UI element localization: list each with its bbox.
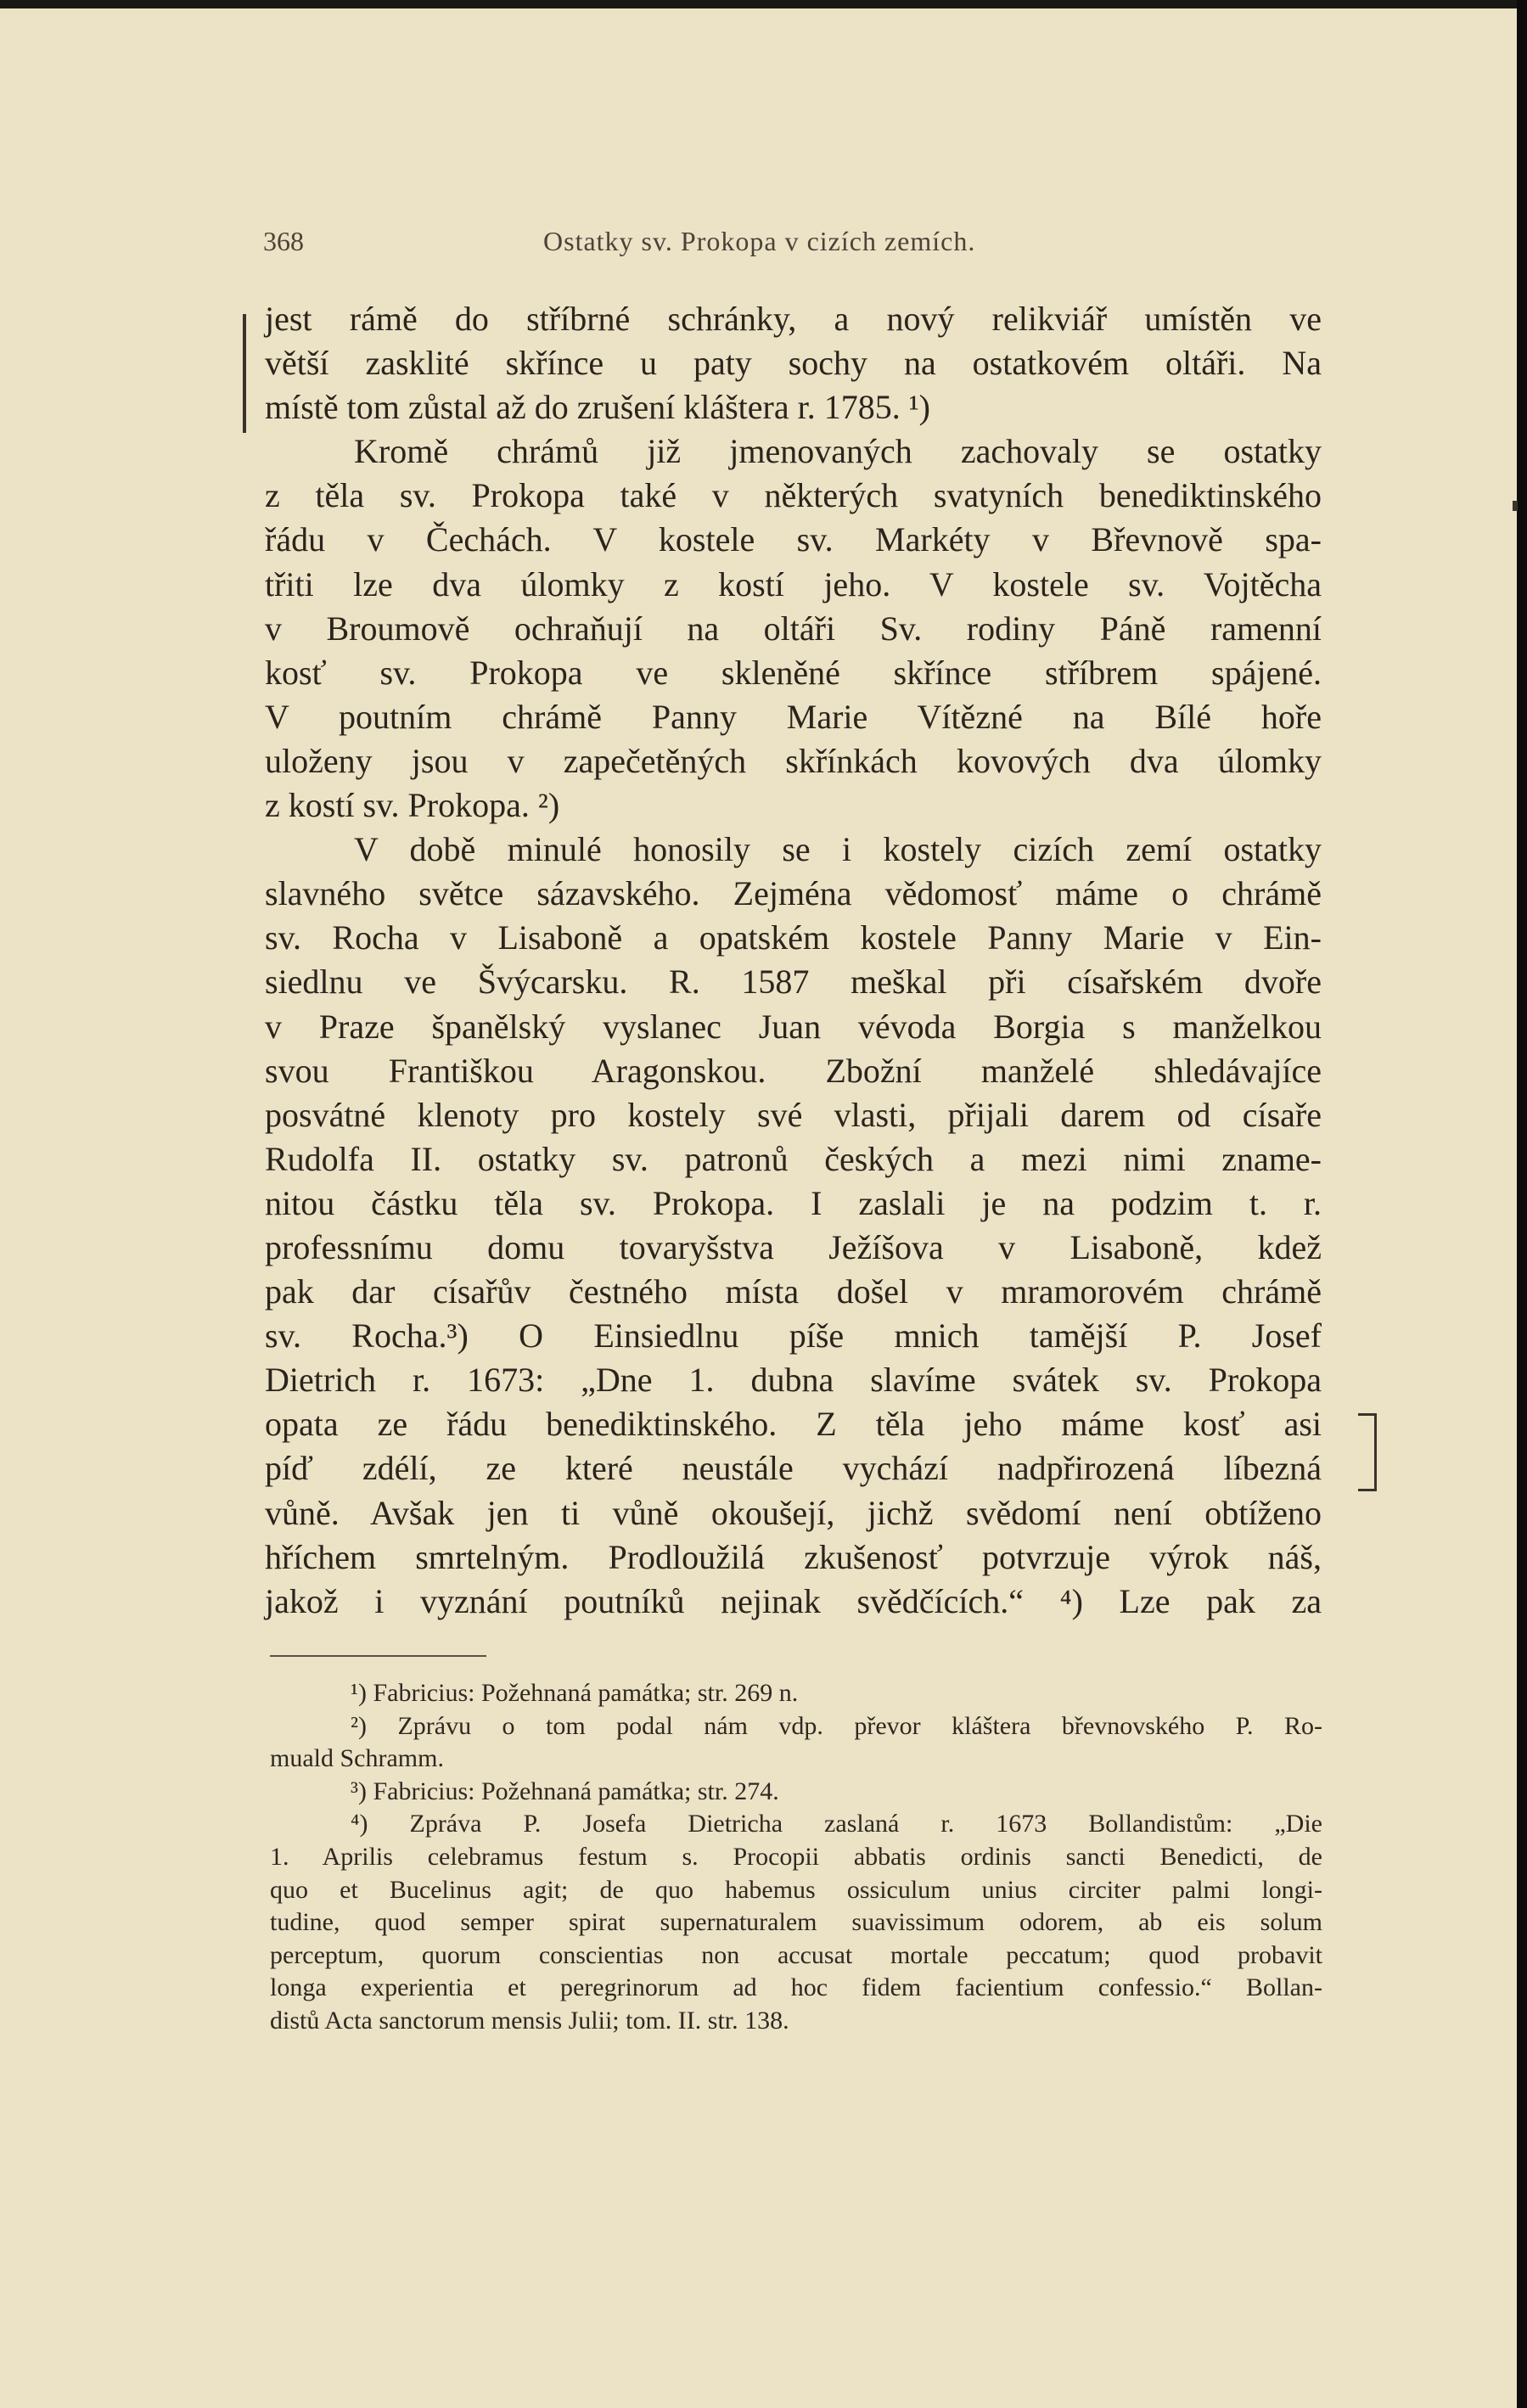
- text-line: v Broumově ochraňují na oltáři Sv. rodiny Páně ramenní: [265, 609, 1322, 648]
- text-line: vůně. Avšak jen ti vůně okoušejí, jichž svědomí není obtíženo: [265, 1493, 1322, 1532]
- text-line: siedlnu ve Švýcarsku. R. 1587 meškal při císařském dvoře: [265, 963, 1322, 1002]
- text-line: větší zasklité skřínce u paty sochy na ostatkovém oltáři. Na: [265, 344, 1322, 383]
- text-line: nitou částku těla sv. Prokopa. I zaslali je na podzim t. r.: [265, 1183, 1322, 1222]
- text-line: Dietrich r. 1673: „Dne 1. dubna slavíme svátek sv. Prokopa: [265, 1361, 1322, 1400]
- margin-dot: [1513, 501, 1518, 511]
- text-line: sv. Rocha v Lisaboně a opatském kostele Panny Marie v Ein-: [265, 918, 1322, 957]
- text-line: slavného světce sázavského. Zejména vědomosť máme o chrámě: [265, 874, 1322, 913]
- margin-bracket-left: [243, 314, 246, 433]
- text-line: v Praze španělský vyslanec Juan vévoda Borgia s manželkou: [265, 1007, 1322, 1046]
- footnotes: [270, 1677, 1322, 2038]
- footnote-line: 1. Aprilis celebramus festum s. Procopii abbatis ordinis sancti Benedicti, de: [270, 1842, 1322, 1871]
- footnote-line: ³) Fabricius: Požehnaná památka; str. 274.: [351, 1777, 779, 1805]
- text-line: řádu v Čechách. V kostele sv. Markéty v Břevnově spa-: [265, 520, 1322, 559]
- footnote-line: ²) Zprávu o tom podal nám vdp. převor kláštera břevnovského P. Ro-: [351, 1711, 1322, 1740]
- footnote-line: tudine, quod semper spirat supernaturalem suavissimum odorem, ab eis solum: [270, 1908, 1322, 1937]
- text-line: sv. Rocha.³) O Einsiedlnu píše mnich tamější P. Josef: [265, 1316, 1322, 1356]
- text-line: hříchem smrtelným. Prodloužilá zkušenosť potvrzuje výrok náš,: [265, 1537, 1322, 1576]
- text-line: z kostí sv. Prokopa. ²): [265, 786, 560, 825]
- footnote-line: ⁴) Zpráva P. Josefa Dietricha zaslaná r. 1673 Bollandistům: „Die: [351, 1810, 1322, 1838]
- text-line: pak dar císařův čestného místa došel v mramorovém chrámě: [265, 1272, 1322, 1311]
- footnote-line: ¹) Fabricius: Požehnaná památka; str. 269 n.: [351, 1679, 799, 1707]
- footnote-line: muald Schramm.: [270, 1744, 444, 1773]
- footnote-divider: [270, 1655, 486, 1657]
- text-line: professnímu domu tovaryšstva Ježíšova v Lisaboně, kdež: [265, 1227, 1322, 1266]
- text-line: posvátné klenoty pro kostely své vlasti, přijali darem od císaře: [265, 1095, 1322, 1134]
- text-line: Kromě chrámů již jmenovaných zachovaly se ostatky: [354, 432, 1322, 471]
- text-line: jest rámě do stříbrné schránky, a nový relikviář umístěn ve: [265, 300, 1322, 338]
- main-text: [265, 297, 1322, 1624]
- text-line: místě tom zůstal až do zrušení kláštera r. 1785. ¹): [265, 388, 931, 427]
- page-right-edge: [1517, 0, 1527, 2408]
- margin-bracket-right: [1358, 1413, 1377, 1491]
- running-title: Ostatky sv. Prokopa v cizích zemích.: [543, 226, 976, 256]
- page-header: [263, 222, 1324, 261]
- text-line: jakož i vyznání poutníků nejinak svědčících.“ ⁴) Lze pak za: [265, 1581, 1322, 1620]
- footnote-line: distů Acta sanctorum mensis Julii; tom. II. str. 138.: [270, 2006, 789, 2035]
- text-line: uloženy jsou v zapečetěných skřínkách kovových dva úlomky: [265, 741, 1322, 780]
- text-line: opata ze řádu benediktinského. Z těla jeho máme kosť asi: [265, 1405, 1322, 1444]
- page-top-edge: [0, 0, 1527, 8]
- text-line: kosť sv. Prokopa ve skleněné skřínce stříbrem spájené.: [265, 653, 1322, 692]
- footnote-line: quo et Bucelinus agit; de quo habemus ossiculum unius circiter palmi longi-: [270, 1875, 1322, 1904]
- text-line: píď zdélí, ze které neustále vychází nadpřirozená líbezná: [265, 1449, 1322, 1488]
- text-line: svou Františkou Aragonskou. Zbožní manželé shledávajíce: [265, 1051, 1322, 1090]
- text-line: z těla sv. Prokopa také v některých svatyních benediktinského: [265, 476, 1322, 515]
- text-line: třiti lze dva úlomky z kostí jeho. V kostele sv. Vojtěcha: [265, 564, 1322, 603]
- text-line: V poutním chrámě Panny Marie Vítězné na Bílé hoře: [265, 697, 1322, 736]
- page-number: 368: [263, 226, 304, 256]
- footnote-line: perceptum, quorum conscientias non accusat mortale peccatum; quod probavit: [270, 1940, 1322, 1969]
- footnote-line: longa experientia et peregrinorum ad hoc fidem facientium confessio.“ Bollan-: [270, 1973, 1322, 2002]
- text-line: V době minulé honosily se i kostely cizích zemí ostatky: [354, 830, 1322, 869]
- text-line: Rudolfa II. ostatky sv. patronů českých a mezi nimi zname-: [265, 1139, 1322, 1178]
